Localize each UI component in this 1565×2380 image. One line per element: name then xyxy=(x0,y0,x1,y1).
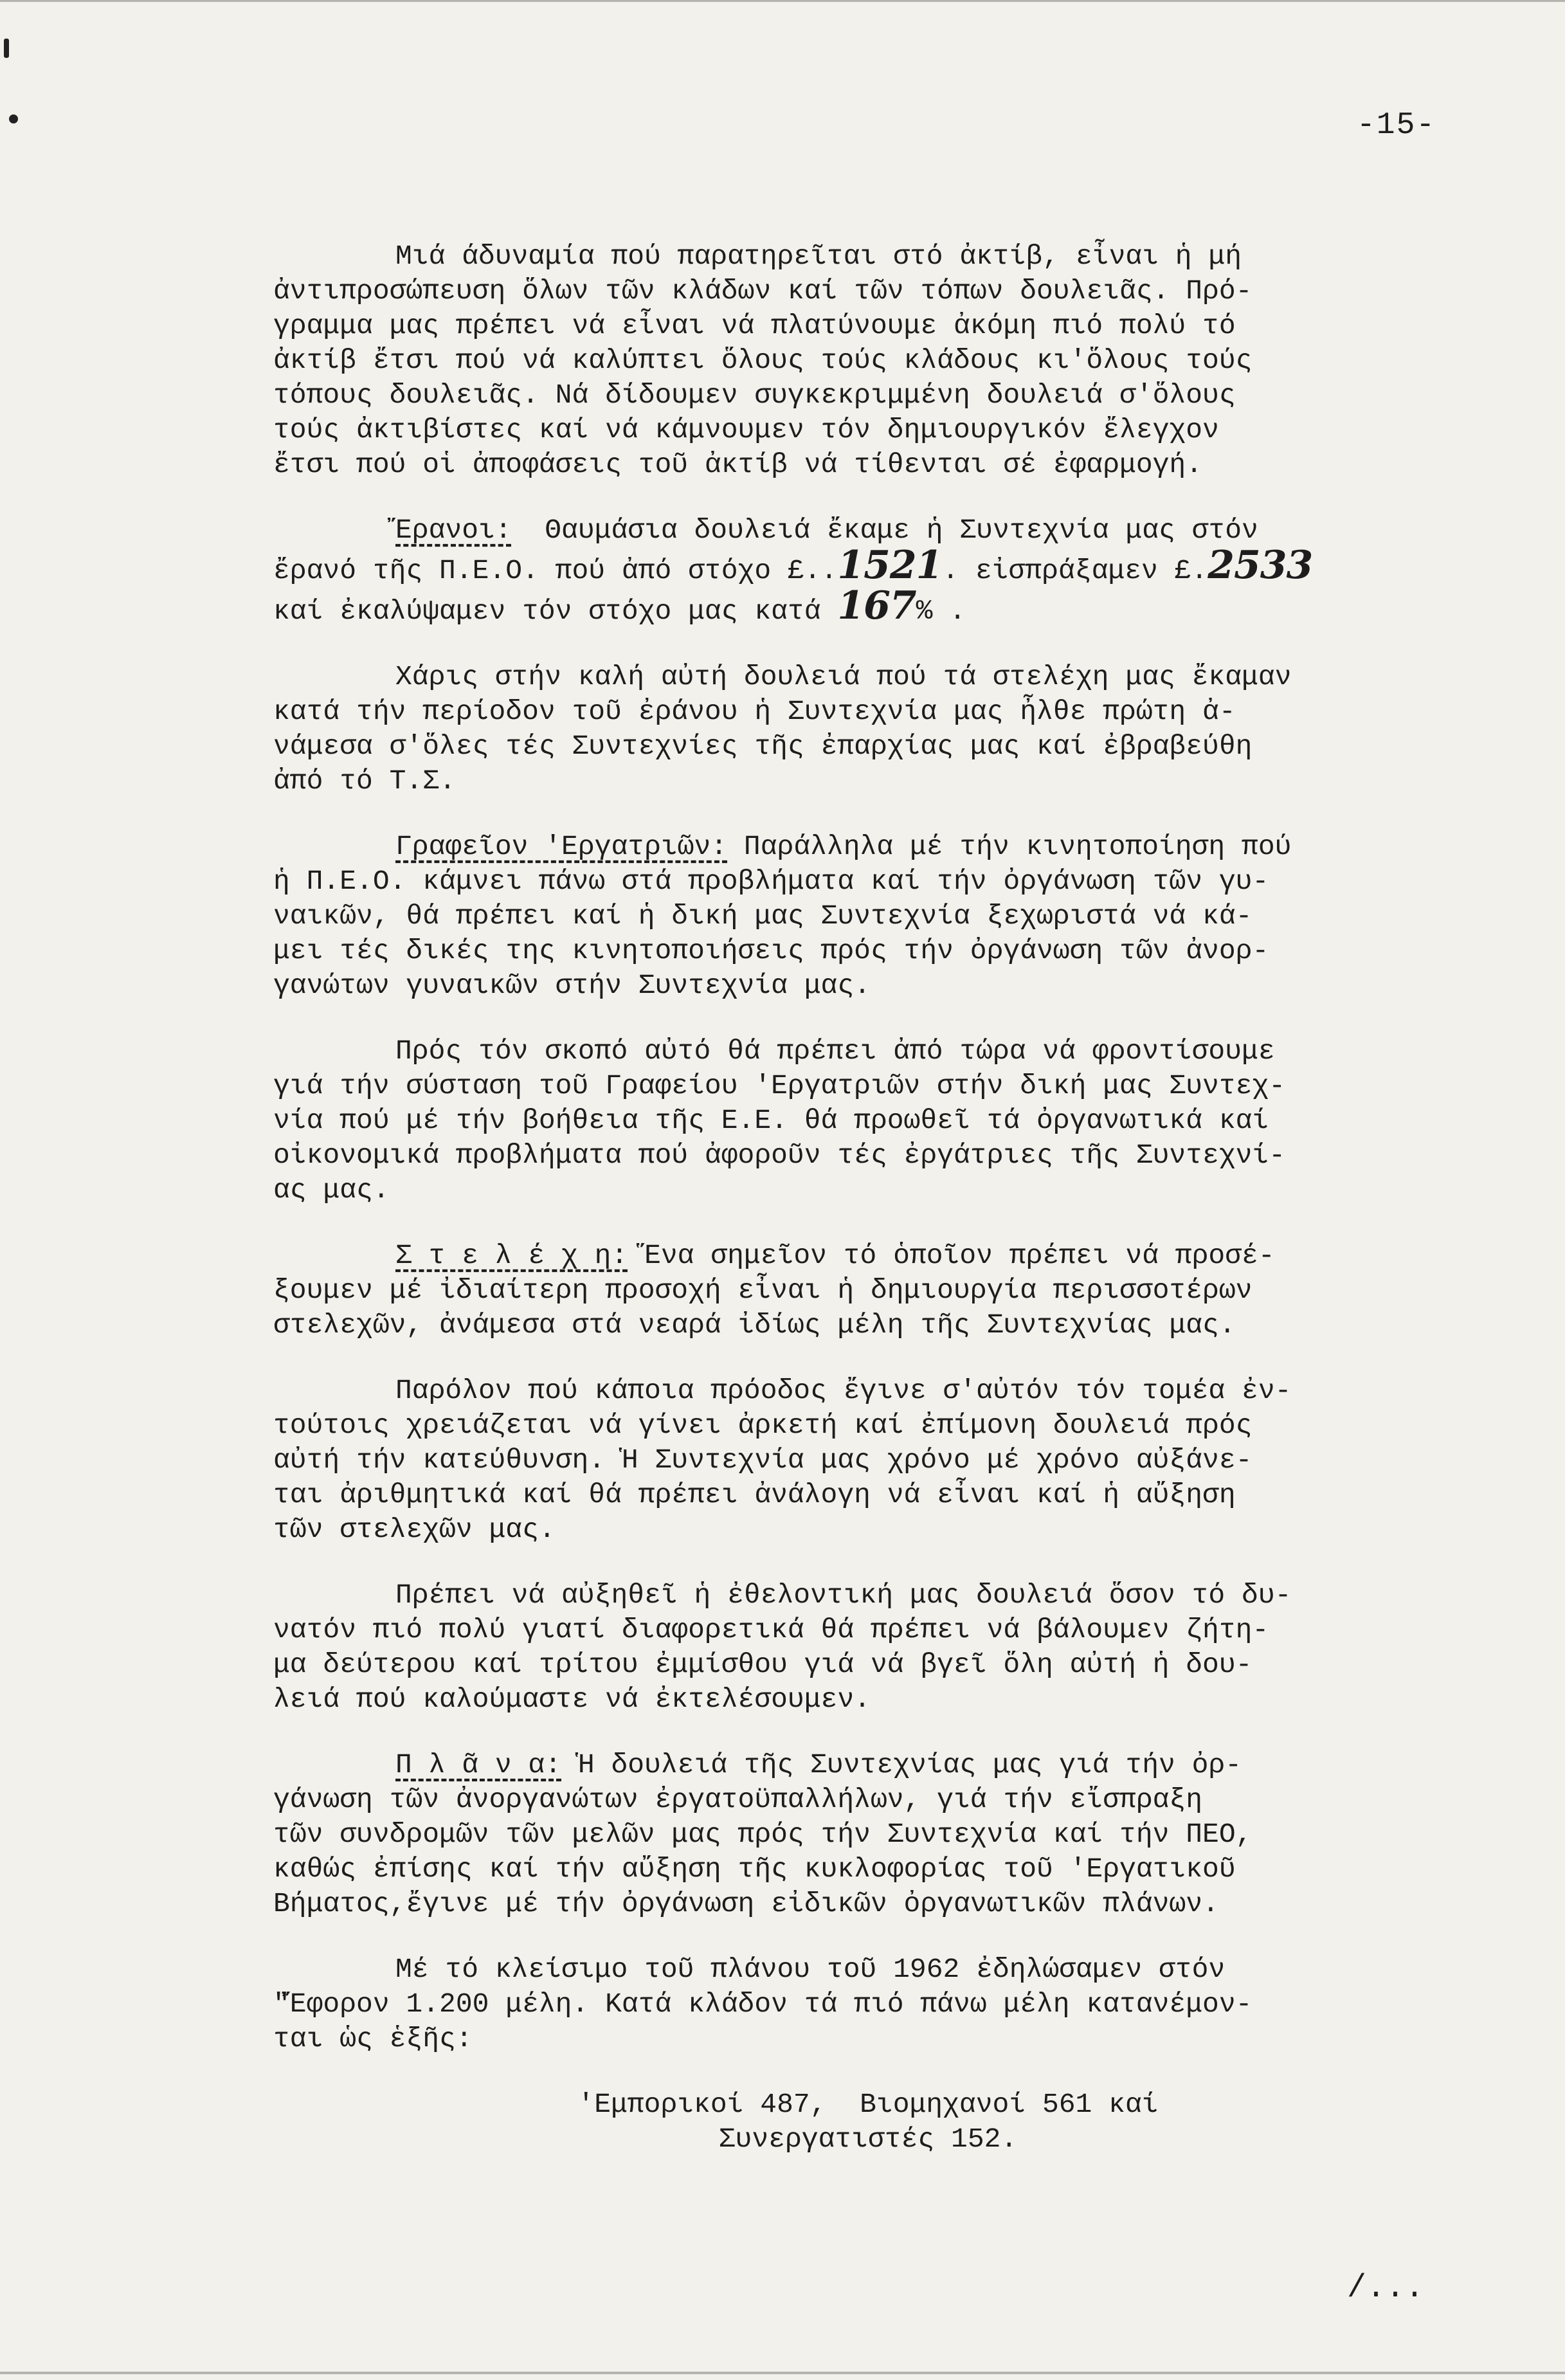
section-heading-eranoi: Ἔρανοι: xyxy=(395,514,512,546)
section-heading-plana: Π λ ᾶ ν α: xyxy=(395,1749,562,1781)
text-line: λειά πού καλούμαστε νά ἐκτελέσουμεν. xyxy=(273,1684,871,1715)
text-line: γραμμα μας πρέπει νά εἶναι νά πλατύνουμε ἀκόμη πιό πολύ τό xyxy=(273,310,1236,341)
section-heading-grafeion: Γραφεῖον 'Εργατριῶν: xyxy=(395,831,728,862)
document-body xyxy=(273,239,1463,2157)
paragraph-stelechi xyxy=(273,1239,1463,1343)
text-line: ἀκτίβ ἔτσι πού νά καλύπτει ὅλους τούς κλάδους κι'ὅλους τούς xyxy=(273,345,1253,376)
text-line: Ἕνα σημεῖον τό ὁποῖον πρέπει νά προσέ- xyxy=(644,1240,1275,1271)
member-breakdown xyxy=(273,2087,1463,2157)
handwritten-target-amount: 1521 xyxy=(837,543,943,588)
text-line: ἔτσι πού οἱ ἀποφάσεις τοῦ ἀκτίβ νά τίθενται σέ ἐφαρμογή. xyxy=(273,449,1203,480)
text-line: νάμεσα σ'ὅλες τές Συντεχνίες τῆς ἐπαρχίας μας καί ἐβραβεύθη xyxy=(273,731,1253,762)
breakdown-line: 'Εμπορικοί 487, Βιομηχανοί 561 καί xyxy=(577,2089,1159,2120)
text-line: τόπους δουλειᾶς. Νά δίδουμεν συγκεκριμμένη δουλειά σ'ὅλους xyxy=(273,379,1236,411)
text-line: Πρέπει νά αὐξηθεῖ ἡ ἐθελοντική μας δουλειά ὅσον τό δυ- xyxy=(395,1579,1292,1611)
paragraph-plana xyxy=(273,1748,1463,1921)
text-line: "Ἔφορον 1.200 μέλη. Κατά κλάδον τά πιό πάνω μέλη κατανέμον- xyxy=(273,1988,1253,2020)
text-line: Παρόλον πού κάποια πρόοδος ἔγινε σ'αὐτόν τόν τομέα ἐν- xyxy=(395,1375,1292,1406)
text-line: Θαυμάσια δουλειά ἔκαμε ἡ Συντεχνία μας στόν xyxy=(545,514,1258,546)
section-heading-stelechi: Σ τ ε λ έ χ η: xyxy=(395,1240,628,1271)
text-line: Μιά άδυναμία πού παρατηρεῖται στό ἀκτίβ, εἶναι ἡ μή xyxy=(395,241,1242,272)
paragraph-grafeion xyxy=(273,830,1463,1003)
breakdown-line: Συνεργατιστές 152. xyxy=(718,2123,1018,2155)
scan-speck xyxy=(4,39,9,58)
text-line: μα δεύτερου καί τρίτου ἐμμίσθου γιά νά βγεῖ ὅλη αὐτή ἡ δου- xyxy=(273,1649,1253,1680)
text-line: ται ἀριθμητικά καί θά πρέπει ἀνάλογη νά εἶναι καί ἡ αὔξηση xyxy=(273,1479,1236,1511)
text-line: τῶν στελεχῶν μας. xyxy=(273,1514,556,1545)
text-line: οἰκονομικά προβλήματα πού ἀφοροῦν τές ἐργάτριες τῆς Συντεχνί- xyxy=(273,1140,1286,1171)
text-line: ται ὡς ἑξῆς: xyxy=(273,2023,473,2055)
paragraph-proodos xyxy=(273,1374,1463,1547)
text-line: νατόν πιό πολύ γιατί διαφορετικά θά πρέπει νά βάλουμεν ζήτη- xyxy=(273,1614,1269,1646)
paragraph-award xyxy=(273,660,1463,799)
scan-edge-line xyxy=(0,0,1565,2)
text-line: αὐτή τήν κατεύθυνση. Ἡ Συντεχνία μας χρόνο μέ χρόνο αὐξάνε- xyxy=(273,1444,1253,1476)
text-line: Ἡ δουλειά τῆς Συντεχνίας μας γιά τήν ὀρ- xyxy=(577,1749,1242,1781)
text-line: . εἰσπράξαμεν £. xyxy=(942,555,1208,586)
text-line: ἔρανό τῆς Π.Ε.Ο. πού ἀπό στόχο £.. xyxy=(273,555,838,586)
text-line: ἡ Π.Ε.Ο. κάμνει πάνω στά προβλήματα καί τήν ὀργάνωση τῶν γυ- xyxy=(273,866,1269,897)
text-line: τῶν συνδρομῶν τῶν μελῶν μας πρός τήν Συντεχνία καί τήν ΠΕΟ, xyxy=(273,1819,1253,1850)
text-line: ναικῶν, θά πρέπει καί ἡ δική μας Συντεχνία ξεχωριστά νά κά- xyxy=(273,900,1253,932)
text-line: μει τές δικές της κινητοποιήσεις πρός τήν ὀργάνωση τῶν ἀνορ- xyxy=(273,935,1269,967)
text-line: κατά τήν περίοδον τοῦ ἐράνου ἡ Συντεχνία μας ἦλθε πρώτη ἀ- xyxy=(273,696,1236,727)
page-number: -15- xyxy=(1357,108,1436,143)
text-line: καθώς ἐπίσης καί τήν αὔξηση τῆς κυκλοφορίας τοῦ 'Εργατικοῦ xyxy=(273,1853,1236,1885)
text-line: καί ἐκαλύψαμεν τόν στόχο μας κατά xyxy=(273,595,838,627)
scan-edge-line xyxy=(0,2372,1565,2374)
text-line: Παράλληλα μέ τήν κινητοποίηση πού xyxy=(743,831,1292,862)
paragraph-ethelontiki xyxy=(273,1578,1463,1717)
paragraph-aktiv xyxy=(273,239,1463,482)
text-line: γανώτων γυναικῶν στήν Συντεχνία μας. xyxy=(273,970,871,1001)
text-line: ἀντιπροσώπευση ὅλων τῶν κλάδων καί τῶν τόπων δουλειᾶς. Πρό- xyxy=(273,275,1253,307)
text-line: Βήματος,ἔγινε μέ τήν ὀργάνωση εἰδικῶν ὀργανωτικῶν πλάνων. xyxy=(273,1888,1219,1920)
text-line: νία πού μέ τήν βοήθεια τῆς Ε.Ε. θά προωθεῖ τά ὀργανωτικά καί xyxy=(273,1105,1269,1136)
paragraph-skopos xyxy=(273,1034,1463,1208)
paragraph-eranoi xyxy=(273,513,1463,629)
text-line: τούς ἀκτιβίστες καί νά κάμνουμεν τόν δημιουργικόν ἔλεγχον xyxy=(273,414,1219,446)
text-line: στελεχῶν, ἀνάμεσα στά νεαρά ἰδίως μέλη τῆς Συντεχνίας μας. xyxy=(273,1309,1236,1341)
text-line: % . xyxy=(916,595,966,627)
text-line: γιά τήν σύσταση τοῦ Γραφείου 'Εργατριῶν στήν δική μας Συντεχ- xyxy=(273,1070,1286,1102)
text-line: Πρός τόν σκοπό αὐτό θά πρέπει ἀπό τώρα νά φροντίσουμε xyxy=(395,1035,1275,1067)
text-line: ας μας. xyxy=(273,1174,390,1206)
text-line: Μέ τό κλείσιμο τοῦ πλάνου τοῦ 1962 ἐδηλώσαμεν στόν xyxy=(395,1954,1226,1985)
text-line: γάνωση τῶν ἀνοργανώτων ἐργατοϋπαλλήλων, γιά τήν εἴσπραξη xyxy=(273,1784,1203,1815)
text-line: ἀπό τό Τ.Σ. xyxy=(273,765,456,797)
scan-speck xyxy=(9,114,18,123)
text-line: τούτοις χρειάζεται νά γίνει ἀρκετή καί ἐπίμονη δουλειά πρός xyxy=(273,1410,1253,1441)
text-line: ξουμεν μέ ἰδιαίτερη προσοχή εἶναι ἡ δημιουργία περισσοτέρων xyxy=(273,1275,1253,1306)
handwritten-collected-amount: 2533 xyxy=(1208,543,1313,588)
handwritten-percent: 167 xyxy=(837,583,916,628)
paragraph-klisimo xyxy=(273,1952,1463,2057)
text-line: Χάρις στήν καλή αὐτή δουλειά πού τά στελέχη μας ἔκαμαν xyxy=(395,661,1292,693)
continued-marker: /... xyxy=(1347,2270,1425,2307)
